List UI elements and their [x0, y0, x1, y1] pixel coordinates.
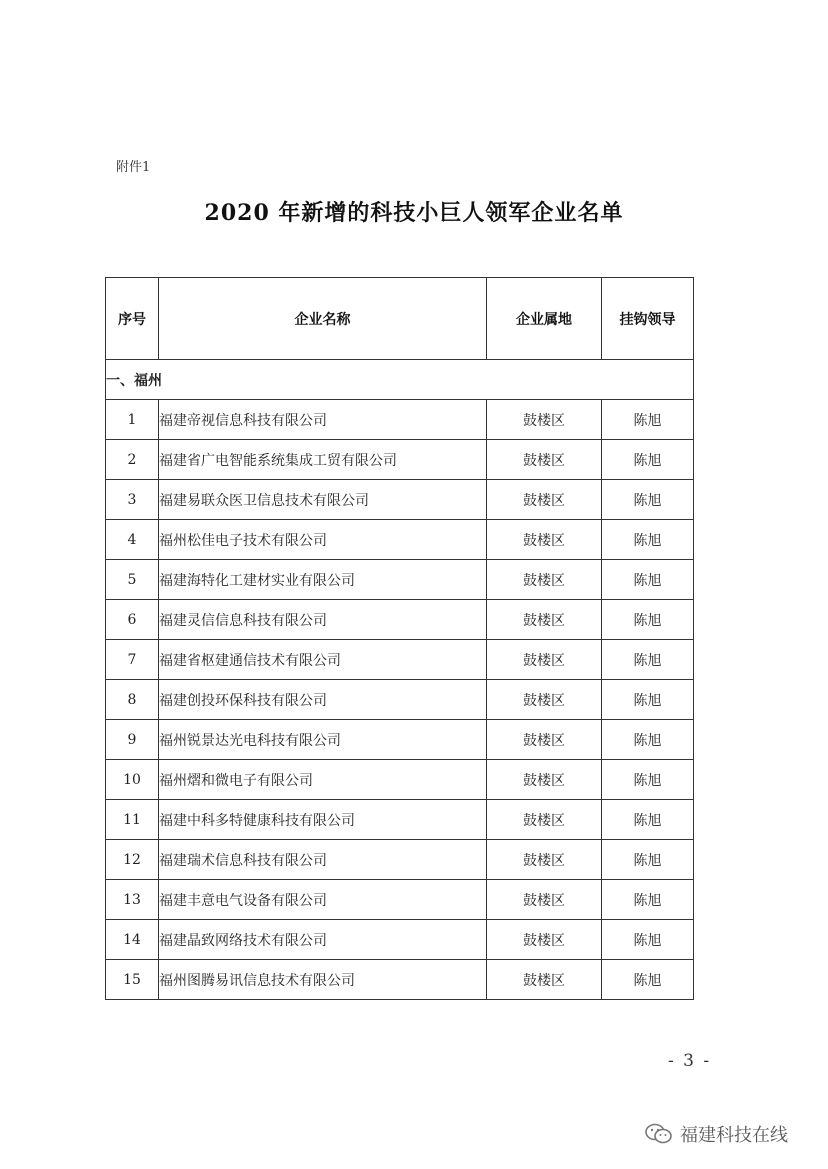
leader-name: 陈旭 [602, 400, 694, 440]
table-row [106, 760, 694, 800]
table-row [106, 840, 694, 880]
company-name: 福州松佳电子技术有限公司 [159, 520, 487, 560]
company-area: 鼓楼区 [487, 880, 602, 920]
leader-name: 陈旭 [602, 600, 694, 640]
company-area: 鼓楼区 [487, 720, 602, 760]
row-number: 10 [106, 760, 159, 800]
enterprise-table [105, 277, 694, 1000]
company-area: 鼓楼区 [487, 640, 602, 680]
leader-name: 陈旭 [602, 880, 694, 920]
table-header-row [106, 278, 694, 360]
company-name: 福州熠和微电子有限公司 [159, 760, 487, 800]
page-number: - 3 - [668, 1051, 712, 1071]
table-row [106, 960, 694, 1000]
leader-name: 陈旭 [602, 560, 694, 600]
table-row [106, 640, 694, 680]
company-area: 鼓楼区 [487, 800, 602, 840]
row-number: 4 [106, 520, 159, 560]
row-number: 15 [106, 960, 159, 1000]
company-name: 福建省枢建通信技术有限公司 [159, 640, 487, 680]
table-row [106, 600, 694, 640]
company-area: 鼓楼区 [487, 960, 602, 1000]
leader-name: 陈旭 [602, 640, 694, 680]
row-number: 6 [106, 600, 159, 640]
company-name: 福建晶致网络技术有限公司 [159, 920, 487, 960]
row-number: 8 [106, 680, 159, 720]
row-number: 1 [106, 400, 159, 440]
row-number: 3 [106, 480, 159, 520]
row-number: 5 [106, 560, 159, 600]
company-name: 福建帝视信息科技有限公司 [159, 400, 487, 440]
wechat-icon [644, 1122, 674, 1146]
company-name: 福建省广电智能系统集成工贸有限公司 [159, 440, 487, 480]
leader-name: 陈旭 [602, 920, 694, 960]
leader-name: 陈旭 [602, 520, 694, 560]
header-name: 企业名称 [159, 278, 487, 360]
company-area: 鼓楼区 [487, 400, 602, 440]
leader-name: 陈旭 [602, 440, 694, 480]
company-name: 福建灵信信息科技有限公司 [159, 600, 487, 640]
watermark-text: 福建科技在线 [680, 1125, 788, 1146]
company-name: 福建海特化工建材实业有限公司 [159, 560, 487, 600]
table-row [106, 440, 694, 480]
company-area: 鼓楼区 [487, 440, 602, 480]
company-area: 鼓楼区 [487, 600, 602, 640]
attachment-label: 附件1 [116, 160, 151, 175]
row-number: 11 [106, 800, 159, 840]
table-row [106, 880, 694, 920]
leader-name: 陈旭 [602, 840, 694, 880]
company-name: 福建丰意电气设备有限公司 [159, 880, 487, 920]
company-name: 福建中科多特健康科技有限公司 [159, 800, 487, 840]
row-number: 12 [106, 840, 159, 880]
company-name: 福州图腾易讯信息技术有限公司 [159, 960, 487, 1000]
company-area: 鼓楼区 [487, 480, 602, 520]
row-number: 2 [106, 440, 159, 480]
leader-name: 陈旭 [602, 800, 694, 840]
company-area: 鼓楼区 [487, 840, 602, 880]
row-number: 7 [106, 640, 159, 680]
company-area: 鼓楼区 [487, 520, 602, 560]
section-label: 一、福州 [106, 360, 694, 400]
table-row [106, 560, 694, 600]
table-row [106, 520, 694, 560]
company-area: 鼓楼区 [487, 760, 602, 800]
company-name: 福州锐景达光电科技有限公司 [159, 720, 487, 760]
header-area: 企业属地 [487, 278, 602, 360]
leader-name: 陈旭 [602, 720, 694, 760]
header-leader: 挂钩领导 [602, 278, 694, 360]
document-title: 2020 年新增的科技小巨人领军企业名单 [204, 200, 624, 226]
section-row [106, 360, 694, 400]
leader-name: 陈旭 [602, 680, 694, 720]
table-row [106, 720, 694, 760]
company-area: 鼓楼区 [487, 920, 602, 960]
table-row [106, 920, 694, 960]
company-area: 鼓楼区 [487, 560, 602, 600]
leader-name: 陈旭 [602, 960, 694, 1000]
watermark [644, 1121, 788, 1147]
company-area: 鼓楼区 [487, 680, 602, 720]
row-number: 13 [106, 880, 159, 920]
table-row [106, 480, 694, 520]
company-name: 福建瑞术信息科技有限公司 [159, 840, 487, 880]
company-name: 福建易联众医卫信息技术有限公司 [159, 480, 487, 520]
table-row [106, 800, 694, 840]
leader-name: 陈旭 [602, 760, 694, 800]
table-row [106, 680, 694, 720]
header-no: 序号 [106, 278, 159, 360]
row-number: 9 [106, 720, 159, 760]
row-number: 14 [106, 920, 159, 960]
leader-name: 陈旭 [602, 480, 694, 520]
company-name: 福建创投环保科技有限公司 [159, 680, 487, 720]
table-row [106, 400, 694, 440]
